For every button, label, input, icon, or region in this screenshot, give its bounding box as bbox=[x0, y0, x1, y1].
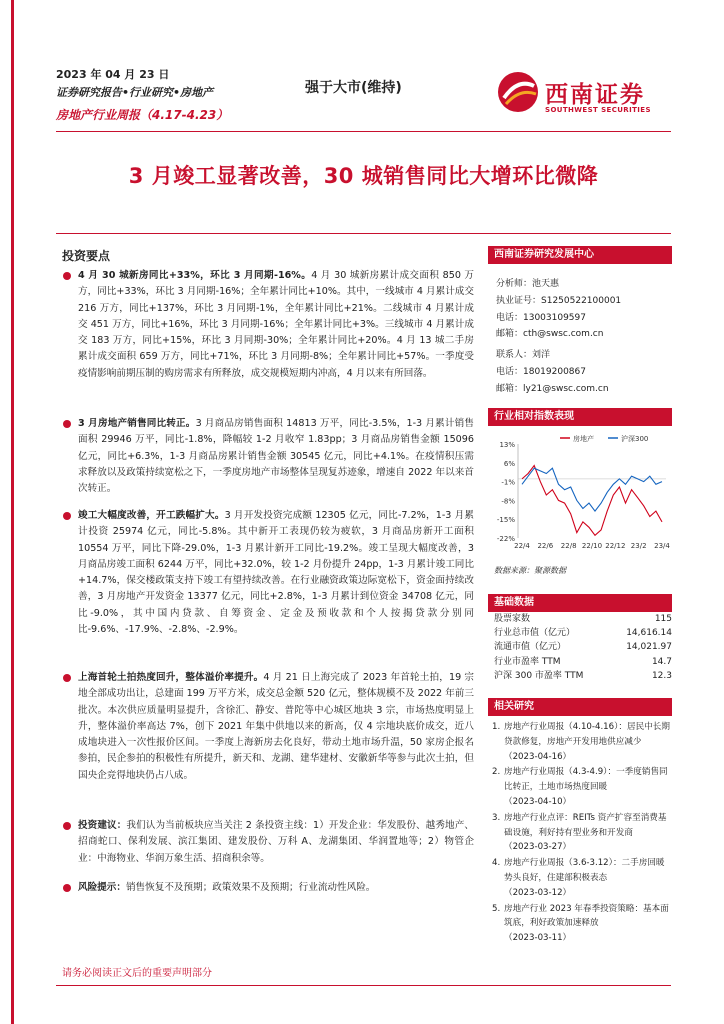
contact-line: 电话：13003109597 bbox=[496, 312, 586, 323]
table-row: 行业总市值（亿元） 14,616.14 bbox=[494, 628, 672, 639]
contact-line: 邮箱：ly21@swsc.com.cn bbox=[496, 383, 609, 394]
y-tick-label: -1% bbox=[501, 478, 515, 487]
bullet-icon bbox=[63, 420, 71, 428]
bullet-icon bbox=[63, 512, 71, 520]
x-tick-label: 22/6 bbox=[537, 542, 554, 550]
footer-divider bbox=[56, 985, 671, 986]
data-source: 数据来源：聚源数据 bbox=[494, 566, 566, 575]
index-heading: 行业相对指数表现 bbox=[488, 408, 672, 426]
logo-text-cn: 西南证券 bbox=[545, 82, 645, 108]
table-row: 沪深 300 市盈率 TTM 12.3 bbox=[494, 670, 672, 681]
footer-disclaimer: 请务必阅读正文后的重要声明部分 bbox=[62, 968, 212, 979]
list-item[interactable]: 5. 房地产行业 2023 年春季投资策略：基本面筑底，利好政策加速释放 （2023-03-11） bbox=[492, 903, 669, 944]
report-category: 证券研究报告•行业研究•房地产 bbox=[56, 86, 214, 99]
logo-emblem-icon bbox=[498, 72, 538, 112]
contact-line: 电话：18019200867 bbox=[496, 366, 586, 377]
paragraph-risk: 风险提示：销售恢复不及预期；政策效果不及预期；行业流动性风险。 bbox=[62, 880, 474, 896]
legend-label: 房地产 bbox=[573, 435, 594, 443]
paragraph-completion: 竣工大幅度改善，开工跌幅扩大。3 月开发投资完成额 12305 亿元，同比-7.2%，1-3 月累计投资 25974 亿元，同比-5.8%。其中新开工表现仍较为疲软，3 月商品房新开工面积 10554 万平，同比下降-29.0%，1-3 月累计新开工同比-19.2%。竣工呈现大幅度改善，3 月商品房竣工面积 6244 万平，同比+32.0%，较 1-2 月份提升 24pp，1-3 月累计竣工同比+14.7%，保交楼政策支持下竣工有望持续改善。在行业融资政策边际宽松下，资金面持续改善，3 月房地产开发资金 13377 亿元，同比+2.8%，1-3 月累计到位资金 34708 亿元，同比-9.0%，其中国内贷款、自筹资金、定金及预收款和个人按揭贷款分别同比-9.6%、-17.9%、-2.8%、-2.9%。 bbox=[62, 508, 474, 638]
title-divider bbox=[56, 233, 671, 234]
series-line-industry bbox=[522, 466, 662, 536]
bullet-icon bbox=[63, 272, 71, 280]
series-line-hs300 bbox=[522, 468, 662, 511]
y-tick-label: 6% bbox=[503, 459, 515, 468]
x-tick-label: 22/8 bbox=[560, 542, 577, 550]
invest-heading: 投资要点 bbox=[62, 249, 111, 263]
research-center-heading: 西南证券研究发展中心 bbox=[488, 246, 672, 264]
list-item[interactable]: 1. 房地产行业周报（4.10-4.16）：居民中长期贷款修复，房地产开发用地供应减少 （2023-04-16） bbox=[492, 722, 670, 762]
list-item[interactable]: 2. 房地产行业周报（4.3-4.9）：一季度销售同比转正，土地市场热度回暖 （2023-04-10） bbox=[492, 767, 668, 807]
y-tick-label: -15% bbox=[496, 516, 515, 525]
contact-line: 分析师：池天惠 bbox=[496, 279, 560, 289]
report-series: 房地产行业周报（4.17-4.23） bbox=[56, 108, 229, 122]
paragraph-invest-advice: 投资建议：我们认为当前板块应当关注 2 条投资主线：1）开发企业：华发股份、越秀地产、招商蛇口、保利发展、滨江集团、建发股份、万科 A、龙湖集团、华润置地等；2）物管企业：中海物业、华润万象生活、招商积余等。 bbox=[62, 818, 474, 867]
basic-data-table bbox=[494, 612, 672, 683]
bullet-icon bbox=[63, 822, 71, 830]
paragraph-shanghai-land: 上海首轮土拍热度回升，整体溢价率提升。4 月 21 日上海完成了 2023 年首轮土拍，19 宗地全部成功出让，总建面 199 万平方米，成交总金额 520 亿元，整体规模不及 2022 年前三批次。本次供应质量明显提升，含徐汇、静安、普陀等中心城区地块 3 宗，市场热度明显上升，整体溢价率高达 7%，创下 2021 年集中供地以来的新高，仅 4 宗地块底价成交，近八成地块进入一次性报价区间。一季度上海新房去化良好，带动土地市场升温，50 家房企报名参拍，民企参拍的积极性有所提升，新天和、龙湖、建华建材、安徽新华等参与此次土拍，但国央企竞得地块仍占八成。 bbox=[62, 670, 474, 784]
contact-line: 邮箱：cth@swsc.com.cn bbox=[496, 329, 604, 340]
bullet-icon bbox=[63, 674, 71, 682]
table-row: 行业市盈率 TTM 14.7 bbox=[494, 656, 672, 667]
table-row: 流通市值（亿元） 14,021.97 bbox=[494, 642, 672, 653]
rating: 强于大市(维持) bbox=[305, 80, 402, 96]
list-item[interactable]: 4. 房地产行业周报（3.6-3.12）：二手房回暖势头良好，住建部积极表态 （2023-03-12） bbox=[492, 858, 665, 898]
y-tick-label: -8% bbox=[501, 497, 515, 506]
contact-list bbox=[496, 276, 672, 398]
x-tick-label: 22/4 bbox=[514, 542, 530, 550]
contact-line: 执业证号：S1250522100001 bbox=[496, 295, 622, 306]
x-tick-label: 22/12 bbox=[605, 542, 626, 550]
table-row: 股票家数 115 bbox=[494, 614, 672, 624]
logo-text-en: SOUTHWEST SECURITIES bbox=[545, 106, 651, 114]
contact-line: 联系人：刘洋 bbox=[496, 350, 551, 361]
x-tick-label: 23/2 bbox=[630, 542, 647, 550]
paragraph-march-sales: 3 月房地产销售同比转正。3 月商品房销售面积 14813 万平，同比-3.5%，1-3 月累计销售面积 29946 万平，同比-1.8%，降幅较 1-2 月收窄 1.83pp；3 月商品房销售金额 15096 亿元，同比+6.3%，1-3 月商品房累计销售金额 30545 亿元，同比+4.1%。在疫情积压需求释放以及政策持续宽松之下，一季度房地产市场整体呈现复苏迹象，增速自 2022 年以来首次转正。 bbox=[62, 416, 474, 497]
x-tick-label: 22/10 bbox=[581, 542, 603, 550]
bullet-icon bbox=[63, 884, 71, 892]
list-item[interactable]: 3. 房地产行业点评：REITs 资产扩容至消费基础设施，利好持有型业务和开发商 （2023-03-27） bbox=[492, 812, 667, 853]
related-research-heading: 相关研究 bbox=[488, 698, 672, 716]
x-tick-label: 23/4 bbox=[654, 542, 670, 550]
y-tick-label: 13% bbox=[499, 441, 515, 449]
legend-label: 沪深300 bbox=[621, 435, 649, 443]
left-accent-bar bbox=[11, 0, 14, 1024]
relative-index-chart bbox=[486, 430, 674, 560]
y-tick-label: -22% bbox=[496, 535, 515, 543]
page-title: 3 月竣工显著改善，30 城销售同比大增环比微降 bbox=[128, 164, 599, 188]
related-research-list bbox=[492, 720, 672, 947]
basic-data-heading: 基础数据 bbox=[488, 594, 672, 612]
paragraph-sales-30city: 4 月 30 城新房同比+33%，环比 3 月同期-16%。4 月 30 城新房累计成交面积 850 万方，同比+33%，环比 3 月同期-16%；全年累计同比+10%。其中，一线城市 4 月累计成交 216 万方，同比+137%，环比 3 月同期-1%，全年累计同比+21%。二线城市 4 月累计成交 451 万方，同比+16%，环比 3 月同期-16%；全年累计同比+3%。三线城市 4 月累计成交 183 万方，同比+15%，环比 3 月同期-30%；全年累计同比+20%。4 月 13 城二手房累计成交面积 659 万方，同比+71%，环比 3 月同期-8%；全年累计同比+57%。一季度受疫情影响前期压制的购房需求有所释放，成交规模短期内冲高，4 月以来有所回落。 bbox=[62, 268, 474, 382]
header-divider bbox=[56, 131, 671, 132]
report-date: 2023 年 04 月 23 日 bbox=[56, 68, 170, 81]
